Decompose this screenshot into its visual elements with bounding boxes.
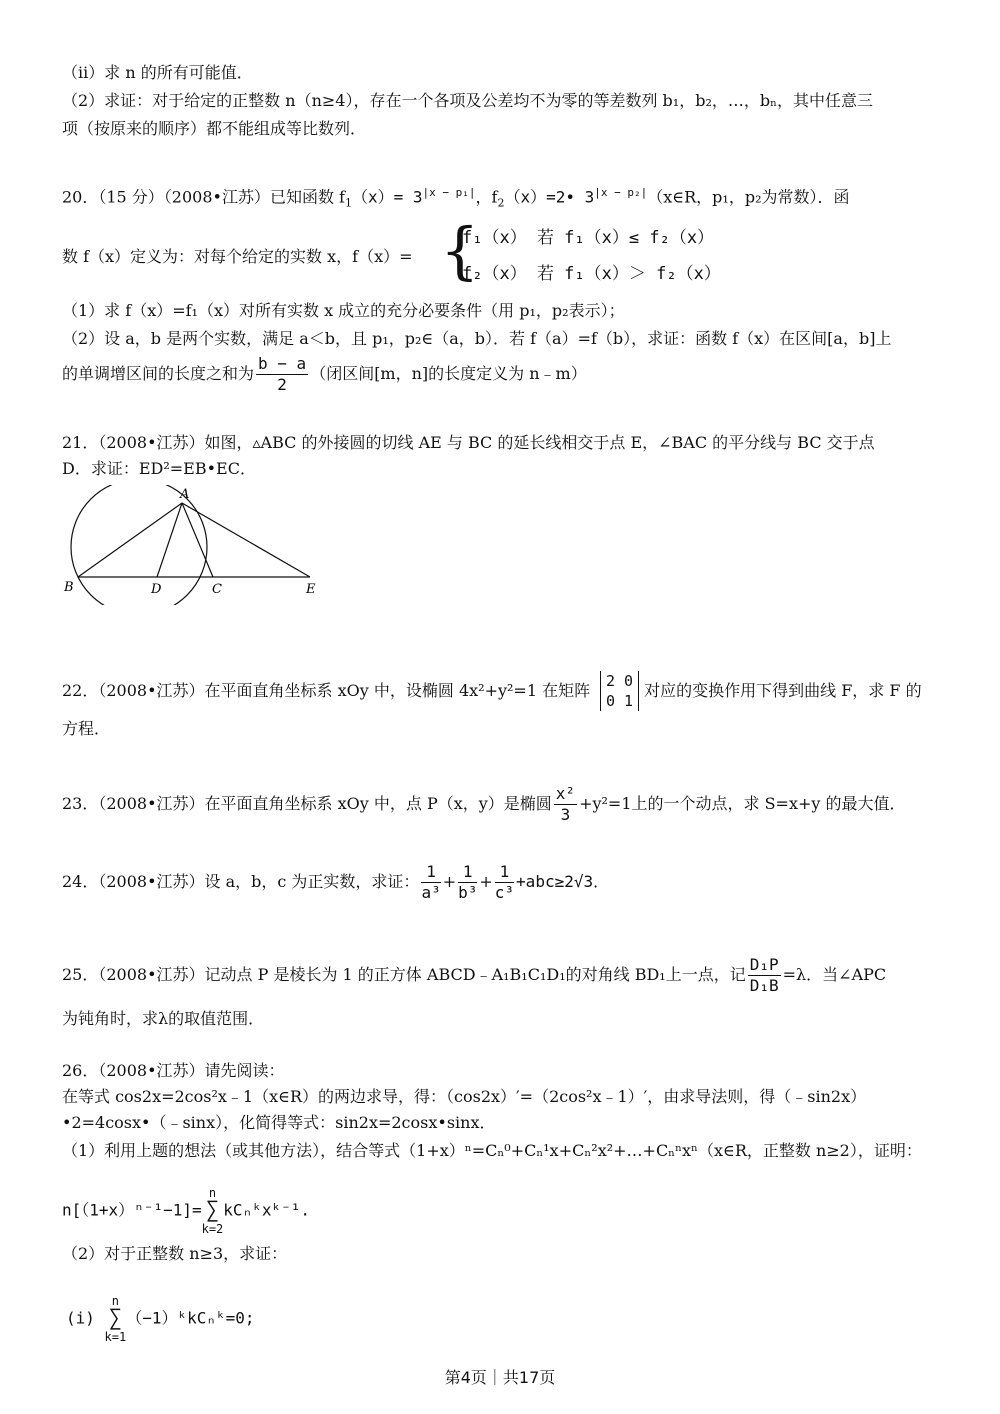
question-22-line1: 22．（2008•江苏）在平面直角坐标系 xOy 中，设椭圆 4x²+y²=1 在矩阵 对应的变换作用下得到曲线 F，求 F 的: [62, 681, 922, 700]
point-label-a: A: [180, 487, 190, 502]
text-line: 26．（2008•江苏）请先阅读：: [62, 1061, 285, 1080]
point-label-e: E: [306, 582, 316, 597]
matrix: 2 0 0 1: [600, 671, 639, 711]
sigma-block: n ∑ k=1: [104, 1294, 127, 1344]
summation-formula-1: n[（1+x）ⁿ⁻¹−1]= n ∑ k=2 kCₙᵏxᵏ⁻¹.: [62, 1186, 310, 1236]
question-23: 23．（2008•江苏）在平面直角坐标系 xOy 中，点 P（x，y）是椭圆 $\frac{\text{x²}}{3}$ +y²=1上的一个动点，求 S=x+y 的最大值．: [62, 784, 906, 824]
summation-formula-2: (i) n ∑ k=1 （−1）ᵏkCₙᵏ=0;: [66, 1294, 255, 1344]
text-line: （2）求证：对于给定的正整数 n（n≥4），存在一个各项及公差均不为零的等差数列 b₁，b₂，…，bₙ，其中任意三: [62, 91, 874, 110]
question-20-line1: 20．（15 分）（2008•江苏）已知函数 $f_1(x)= 3^{|x - p_1|}$，$f_2(x)=2•$ $3^{|x - p_2|}(x\in R$，p₁，p₂为常数）．函: [62, 186, 850, 210]
question-20-line5: 的单调增区间的长度之和为 $\frac{b - a}{2}$ （闭区间[m，n]的长度定义为 n﹣m）: [62, 354, 587, 394]
fraction: $\frac{b - a}{2}$: [258, 354, 307, 394]
text-line: D．求证：ED²=EB•EC．: [62, 459, 256, 478]
fraction: $\frac{\text{D₁P}}{\text{D₁B}}$: [749, 955, 779, 995]
text-line: 21．（2008•江苏）如图，▵ABC 的外接圆的切线 AE 与 BC 的延长线相交于点 E，∠BAC 的平分线与 BC 交于点: [62, 433, 875, 452]
point-label-c: C: [212, 582, 222, 597]
question-25-line1: 25．（2008•江苏）记动点 P 是棱长为 1 的正方体 ABCD﹣A₁B₁C₁D₁的对角线 BD₁上一点，记 $\frac{\text{D₁P}}{\text{D₁B}}$ =λ．当∠APC: [62, 955, 887, 995]
question-20-line2: 数 f（x）定义为：对每个给定的实数 x，f（x）=: [62, 247, 413, 266]
text-line: （2）设 a，b 是两个实数，满足 a＜b，且 p₁，p₂∈（a，b）．若 f（a）=f（b），求证：函数 f（x）在区间[a，b]上: [62, 329, 892, 348]
geometry-figure: [60, 485, 330, 605]
question-24: 24．（2008•江苏）设 a，b，c 为正实数，求证： $\frac{1}{\text{a³}}$ + $\frac{1}{\text{b³}}$ + $\frac{1}{\text{c³}}$ +abc≥2√3．: [62, 862, 610, 902]
tangent-ae: [182, 503, 310, 577]
text-line: 为钝角时，求λ的取值范围．: [62, 1009, 265, 1028]
sigma-block: n ∑ k=2: [201, 1186, 224, 1236]
point-label-d: D: [151, 582, 162, 597]
text-line: 在等式 cos2x=2cos²x﹣1（x∈R）的两边求导，得：（cos2x）′=（2cos²x﹣1）′，由求导法则，得（﹣sin2x）: [62, 1087, 867, 1106]
fraction: $\frac{1}{\text{a³}}$: [421, 862, 441, 902]
brace-icon: {: [440, 214, 480, 287]
text-line: （2）对于正整数 n≥3，求证：: [62, 1244, 288, 1263]
piecewise-case-1: f₁（x） 若 f₁（x）≤ f₂（x）: [462, 228, 715, 248]
segment-ab: [78, 503, 182, 577]
page-footer: 第4页｜共17页: [444, 1368, 556, 1387]
fraction: $\frac{1}{\text{b³}}$: [458, 862, 478, 902]
piecewise-case-2: f₂（x） 若 f₁（x）＞ f₂（x）: [462, 264, 721, 284]
text-line: 方程．: [62, 719, 111, 738]
segment-ad: [157, 503, 182, 577]
circumcircle: [71, 485, 207, 605]
text-line: •2=4cosx•（﹣sinx），化简得等式：sin2x=2cosx•sinx．: [62, 1113, 496, 1132]
text-line: （1）求 f（x）=f₁（x）对所有实数 x 成立的充分必要条件（用 p₁，p₂表示）；: [62, 301, 625, 320]
point-label-b: B: [64, 580, 74, 595]
fraction: $\frac{\text{x²}}{3}$: [555, 784, 576, 824]
text-line: 项（按原来的顺序）都不能组成等比数列．: [62, 119, 367, 138]
fraction: $\frac{1}{\text{c³}}$: [494, 862, 515, 902]
text-line: （ii）求 n 的所有可能值．: [62, 63, 253, 82]
text-line: （1）利用上题的想法（或其他方法），结合等式（1+x）ⁿ=Cₙ⁰+Cₙ¹x+Cₙ²x²+…+Cₙⁿxⁿ（x∈R，正整数 n≥2），证明：: [62, 1141, 922, 1160]
segment-ac: [182, 503, 213, 577]
